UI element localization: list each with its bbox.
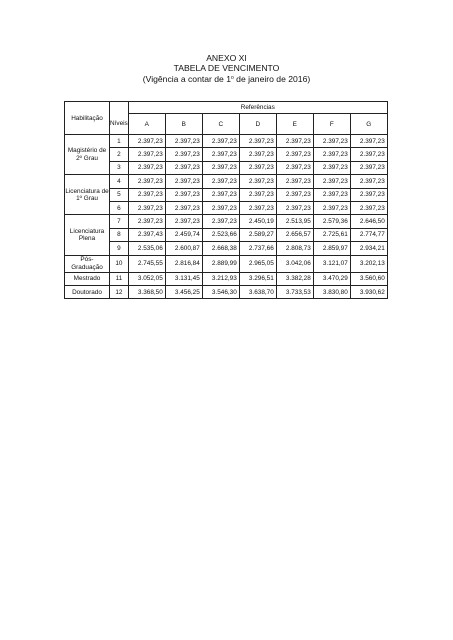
salary-value-cell: 3.930,62 [350, 285, 387, 298]
habilitacao-cell: Licenciatura de 1º Grau [65, 175, 110, 215]
salary-value-cell: 2.397,23 [276, 201, 313, 214]
salary-value-cell: 2.397,23 [313, 135, 350, 148]
table-row [65, 148, 388, 161]
annex-title: ANEXO XI [206, 53, 247, 63]
salary-value-cell: 2.397,23 [128, 135, 165, 148]
header-row-2 [65, 114, 388, 135]
ref-header: D [239, 114, 276, 135]
salary-value-cell: 2.397,23 [202, 175, 239, 188]
salary-value-cell: 2.397,23 [239, 135, 276, 148]
salary-value-cell: 2.774,77 [350, 228, 387, 241]
salary-value-cell: 2.397,23 [165, 161, 202, 174]
nivel-cell: 7 [110, 215, 129, 228]
salary-value-cell: 2.450,19 [239, 215, 276, 228]
salary-value-cell: 2.397,23 [313, 188, 350, 201]
salary-value-cell: 2.397,23 [313, 148, 350, 161]
salary-value-cell: 2.934,21 [350, 242, 387, 255]
salary-value-cell: 3.052,05 [128, 272, 165, 285]
salary-value-cell: 2.965,05 [239, 255, 276, 272]
niveis-header-top [110, 102, 129, 114]
salary-value-cell: 2.397,23 [128, 161, 165, 174]
niveis-header: Níveis [110, 114, 129, 135]
salary-value-cell: 2.397,23 [276, 188, 313, 201]
habilitacao-header: Habilitação [65, 102, 110, 135]
salary-value-cell: 2.397,23 [313, 161, 350, 174]
salary-value-cell: 2.397,23 [350, 135, 387, 148]
salary-value-cell: 3.121,07 [313, 255, 350, 272]
salary-value-cell: 2.737,66 [239, 242, 276, 255]
header-row-1 [65, 102, 388, 114]
salary-value-cell: 3.546,30 [202, 285, 239, 298]
salary-value-cell: 2.397,23 [239, 175, 276, 188]
nivel-cell: 3 [110, 161, 129, 174]
salary-value-cell: 2.397,23 [128, 175, 165, 188]
salary-value-cell: 3.382,28 [276, 272, 313, 285]
table-row [65, 228, 388, 241]
salary-value-cell: 2.889,99 [202, 255, 239, 272]
salary-value-cell: 2.397,23 [350, 175, 387, 188]
salary-value-cell: 2.397,23 [276, 175, 313, 188]
salary-value-cell: 2.397,23 [313, 201, 350, 214]
nivel-cell: 11 [110, 272, 129, 285]
salary-value-cell: 2.397,23 [202, 201, 239, 214]
salary-value-cell: 2.397,23 [202, 188, 239, 201]
salary-value-cell: 3.470,29 [313, 272, 350, 285]
salary-value-cell: 2.646,50 [350, 215, 387, 228]
salary-value-cell: 2.725,61 [313, 228, 350, 241]
table-row [65, 255, 388, 272]
habilitacao-cell: Magistério de 2º Grau [65, 135, 110, 175]
salary-value-cell: 2.579,36 [313, 215, 350, 228]
nivel-cell: 9 [110, 242, 129, 255]
habilitacao-cell: Doutorado [65, 285, 110, 298]
document-header [0, 53, 453, 84]
salary-value-cell: 2.397,23 [202, 215, 239, 228]
table-row [65, 161, 388, 174]
salary-value-cell: 2.397,23 [276, 148, 313, 161]
nivel-cell: 10 [110, 255, 129, 272]
salary-value-cell: 2.745,55 [128, 255, 165, 272]
table-row [65, 135, 388, 148]
table-row [65, 272, 388, 285]
salary-value-cell: 3.131,45 [165, 272, 202, 285]
salary-value-cell: 2.513,95 [276, 215, 313, 228]
salary-value-cell: 2.397,23 [165, 188, 202, 201]
table-row [65, 175, 388, 188]
salary-value-cell: 3.830,80 [313, 285, 350, 298]
salary-value-cell: 3.296,51 [239, 272, 276, 285]
salary-value-cell: 2.397,23 [350, 148, 387, 161]
referencias-header: Referências [128, 102, 387, 114]
salary-value-cell: 3.456,25 [165, 285, 202, 298]
salary-value-cell: 2.859,97 [313, 242, 350, 255]
salary-value-cell: 2.397,23 [128, 188, 165, 201]
validity-subtitle [0, 73, 453, 84]
salary-value-cell: 2.397,23 [276, 161, 313, 174]
salary-value-cell: 2.808,73 [276, 242, 313, 255]
salary-value-cell: 2.397,23 [350, 201, 387, 214]
salary-value-cell: 2.535,06 [128, 242, 165, 255]
salary-value-cell: 2.397,23 [128, 201, 165, 214]
salary-value-cell: 2.397,43 [128, 228, 165, 241]
nivel-cell: 1 [110, 135, 129, 148]
salary-value-cell: 2.397,23 [350, 188, 387, 201]
salary-value-cell: 2.397,23 [128, 215, 165, 228]
habilitacao-cell: Pós-Graduação [65, 255, 110, 272]
salary-value-cell: 2.397,23 [165, 201, 202, 214]
subtitle-ordinal: o [231, 75, 234, 81]
salary-value-cell: 2.397,23 [239, 201, 276, 214]
table-row [65, 188, 388, 201]
nivel-cell: 6 [110, 201, 129, 214]
ref-header: E [276, 114, 313, 135]
salary-value-cell: 2.656,57 [276, 228, 313, 241]
salary-value-cell: 2.459,74 [165, 228, 202, 241]
salary-value-cell: 2.397,23 [165, 135, 202, 148]
salary-value-cell: 3.638,70 [239, 285, 276, 298]
salary-value-cell: 3.042,06 [276, 255, 313, 272]
habilitacao-cell: Mestrado [65, 272, 110, 285]
table-row [65, 201, 388, 214]
salary-value-cell: 2.397,23 [165, 175, 202, 188]
table-row [65, 242, 388, 255]
ref-header: A [128, 114, 165, 135]
salary-value-cell: 2.397,23 [276, 135, 313, 148]
salary-value-cell: 2.600,87 [165, 242, 202, 255]
salary-value-cell: 3.202,13 [350, 255, 387, 272]
nivel-cell: 4 [110, 175, 129, 188]
subtitle-text: (Vigência a contar de 1 [142, 74, 231, 84]
salary-value-cell: 2.397,23 [239, 161, 276, 174]
ref-header: G [350, 114, 387, 135]
salary-value-cell: 3.560,60 [350, 272, 387, 285]
salary-value-cell: 3.733,53 [276, 285, 313, 298]
habilitacao-cell: Licenciatura Plena [65, 215, 110, 255]
nivel-cell: 8 [110, 228, 129, 241]
salary-value-cell: 2.397,23 [313, 175, 350, 188]
table-row [65, 215, 388, 228]
ref-header: C [202, 114, 239, 135]
salary-value-cell: 2.397,23 [239, 148, 276, 161]
ref-header: F [313, 114, 350, 135]
ref-header: B [165, 114, 202, 135]
nivel-cell: 5 [110, 188, 129, 201]
salary-value-cell: 2.816,84 [165, 255, 202, 272]
salary-value-cell: 2.668,38 [202, 242, 239, 255]
salary-value-cell: 2.397,23 [202, 161, 239, 174]
salary-value-cell: 2.523,66 [202, 228, 239, 241]
salary-value-cell: 2.397,23 [165, 148, 202, 161]
salary-value-cell: 2.589,27 [239, 228, 276, 241]
salary-value-cell: 2.397,23 [165, 215, 202, 228]
nivel-cell: 2 [110, 148, 129, 161]
nivel-cell: 12 [110, 285, 129, 298]
subtitle-text-end: de janeiro de 2016) [233, 74, 311, 84]
salary-value-cell: 2.397,23 [350, 161, 387, 174]
salary-value-cell: 2.397,23 [128, 148, 165, 161]
salary-table-body [65, 102, 388, 299]
table-title: TABELA DE VENCIMENTO [173, 63, 280, 73]
salary-value-cell: 3.212,93 [202, 272, 239, 285]
salary-value-cell: 2.397,23 [202, 148, 239, 161]
salary-value-cell: 2.397,23 [239, 188, 276, 201]
table-row [65, 285, 388, 298]
salary-table [64, 101, 388, 299]
salary-value-cell: 3.368,50 [128, 285, 165, 298]
salary-value-cell: 2.397,23 [202, 135, 239, 148]
